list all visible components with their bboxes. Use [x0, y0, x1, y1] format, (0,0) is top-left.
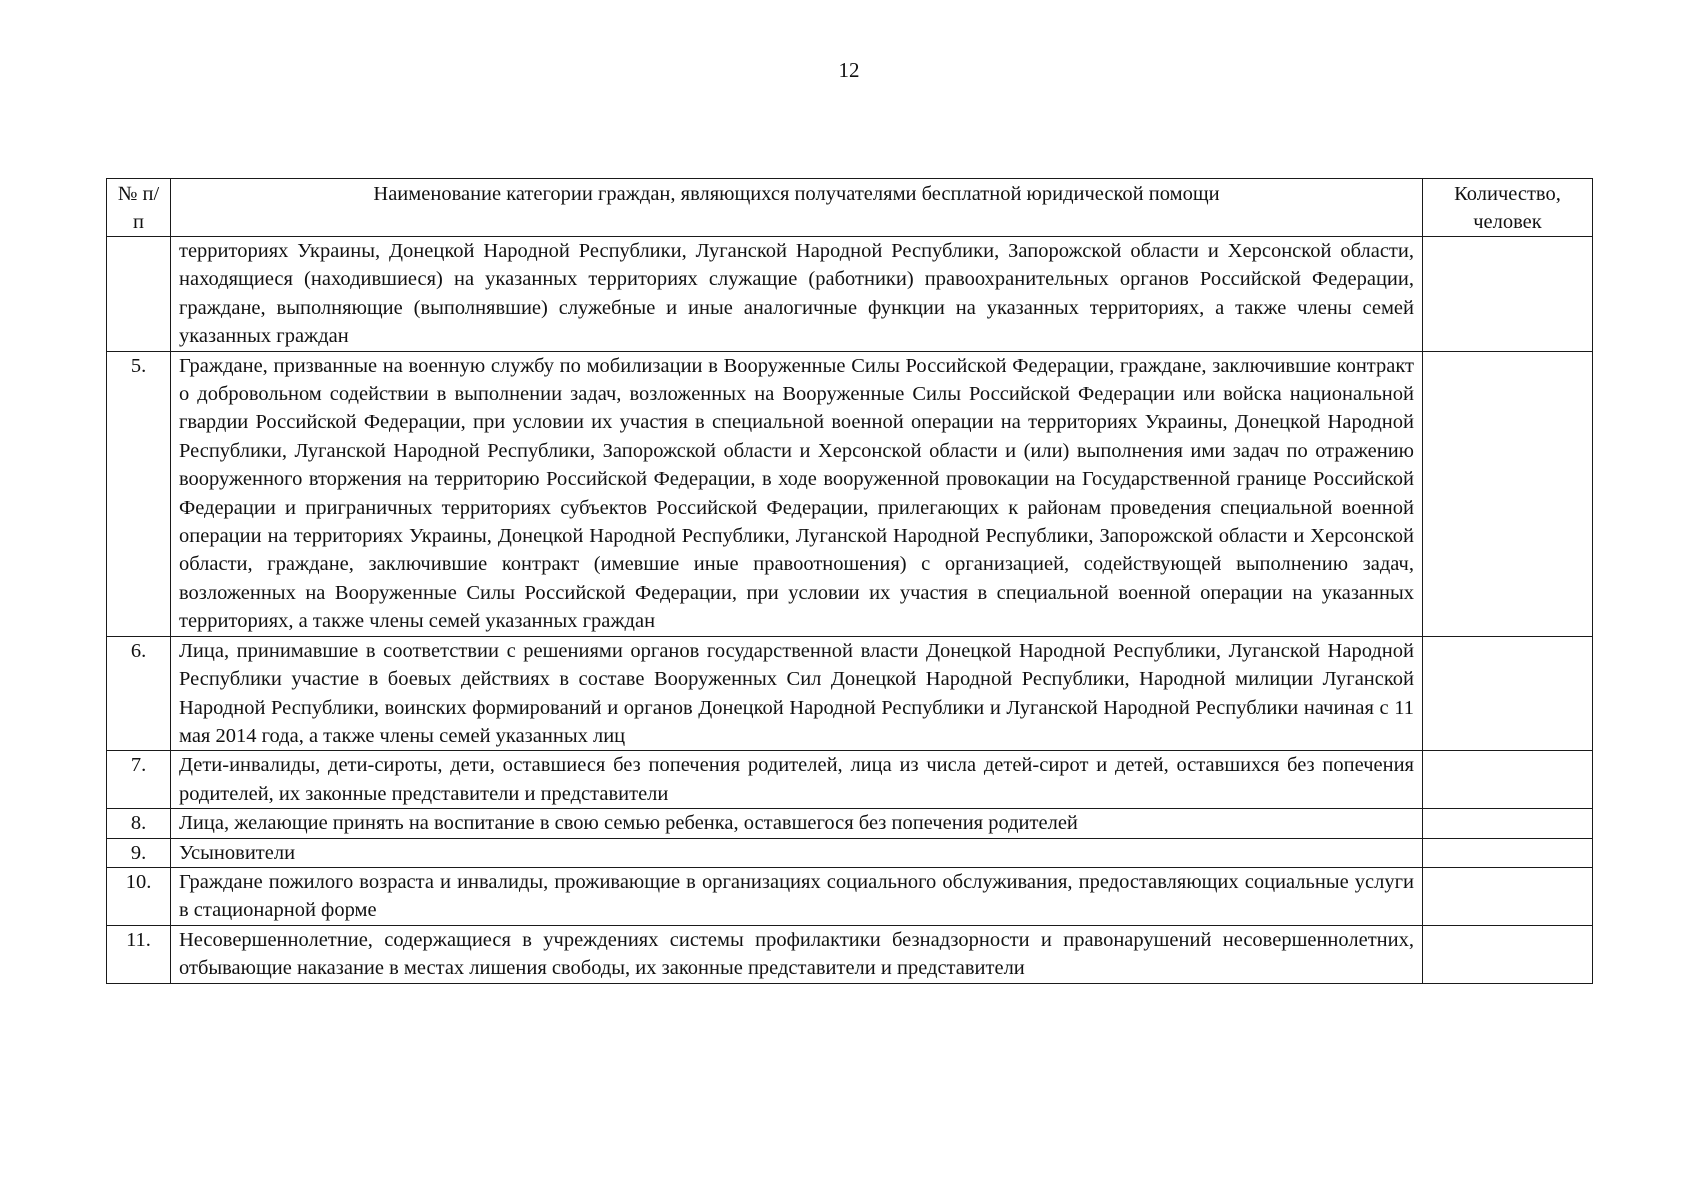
table-row: [107, 809, 1593, 838]
row-number: 10.: [107, 867, 171, 925]
table-header-row: [107, 179, 1593, 237]
row-quantity: [1423, 351, 1593, 636]
table-row: [107, 838, 1593, 867]
row-number: 9.: [107, 838, 171, 867]
row-number: [107, 237, 171, 352]
table-row: [107, 237, 1593, 352]
row-quantity: [1423, 838, 1593, 867]
row-number: 5.: [107, 351, 171, 636]
row-quantity: [1423, 809, 1593, 838]
header-category-name: Наименование категории граждан, являющихся получателями бесплатной юридической помощи: [171, 179, 1423, 237]
row-category: Дети-инвалиды, дети-сироты, дети, оставшиеся без попечения родителей, лица из числа детей-сирот и детей, оставшихся без попечения родителей, их законные представители и представители: [171, 751, 1423, 809]
row-category: Несовершеннолетние, содержащиеся в учреждениях системы профилактики безнадзорности и правонарушений несовершеннолетних, отбывающие наказание в местах лишения свободы, их законные представители и представители: [171, 925, 1423, 983]
table-row: [107, 636, 1593, 751]
row-category: Граждане пожилого возраста и инвалиды, проживающие в организациях социального обслуживания, предоставляющих социальные услуги в стационарной форме: [171, 867, 1423, 925]
row-number: 11.: [107, 925, 171, 983]
row-quantity: [1423, 867, 1593, 925]
row-number: 6.: [107, 636, 171, 751]
row-category: Усыновители: [171, 838, 1423, 867]
table-row: [107, 925, 1593, 983]
row-category: Лица, желающие принять на воспитание в свою семью ребенка, оставшегося без попечения родителей: [171, 809, 1423, 838]
table-row: [107, 351, 1593, 636]
row-category: территориях Украины, Донецкой Народной Республики, Луганской Народной Республики, Запорожской области и Херсонской области, находящиеся (находившиеся) на указанных территориях служащие (работники) правоохранительных органов Российской Федерации, граждане, выполняющие (выполнявшие) служебные и иные аналогичные функции на указанных территориях, а также члены семей указанных граждан: [171, 237, 1423, 352]
row-quantity: [1423, 636, 1593, 751]
page-number: 12: [838, 58, 860, 82]
header-quantity: Количество, человек: [1423, 179, 1593, 237]
header-number: № п/п: [107, 179, 171, 237]
row-category: Граждане, призванные на военную службу по мобилизации в Вооруженные Силы Российской Федерации, граждане, заключившие контракт о добровольном содействии в выполнении задач, возложенных на Вооруженные Силы Российской Федерации или войска национальной гвардии Российской Федерации, при условии их участия в специальной военной операции на территориях Украины, Донецкой Народной Республики, Луганской Народной Республики, Запорожской области и Херсонской области и (или) выполнения ими задач по отражению вооруженного вторжения на территорию Российской Федерации, в ходе вооруженной провокации на Государственной границе Российской Федерации и приграничных территориях субъектов Российской Федерации, прилегающих к районам проведения специальной военной операции на территориях Украины, Донецкой Народной Республики, Луганской Народной Республики, Запорожской области и Херсонской области, граждане, заключившие контракт (имевшие иные правоотношения) с организацией, содействующей выполнению задач, возложенных на Вооруженные Силы Российской Федерации, при условии их участия в специальной военной операции на указанных территориях, а также члены семей указанных граждан: [171, 351, 1423, 636]
row-number: 7.: [107, 751, 171, 809]
row-number: 8.: [107, 809, 171, 838]
table-row: [107, 751, 1593, 809]
row-category: Лица, принимавшие в соответствии с решениями органов государственной власти Донецкой Народной Республики, Луганской Народной Республики участие в боевых действиях в составе Вооруженных Сил Донецкой Народной Республики, Народной милиции Луганской Народной Республики, воинских формирований и органов Донецкой Народной Республики и Луганской Народной Республики начиная с 11 мая 2014 года, а также члены семей указанных лиц: [171, 636, 1423, 751]
row-quantity: [1423, 925, 1593, 983]
recipients-table: [106, 178, 1593, 984]
table-row: [107, 867, 1593, 925]
row-quantity: [1423, 751, 1593, 809]
row-quantity: [1423, 237, 1593, 352]
